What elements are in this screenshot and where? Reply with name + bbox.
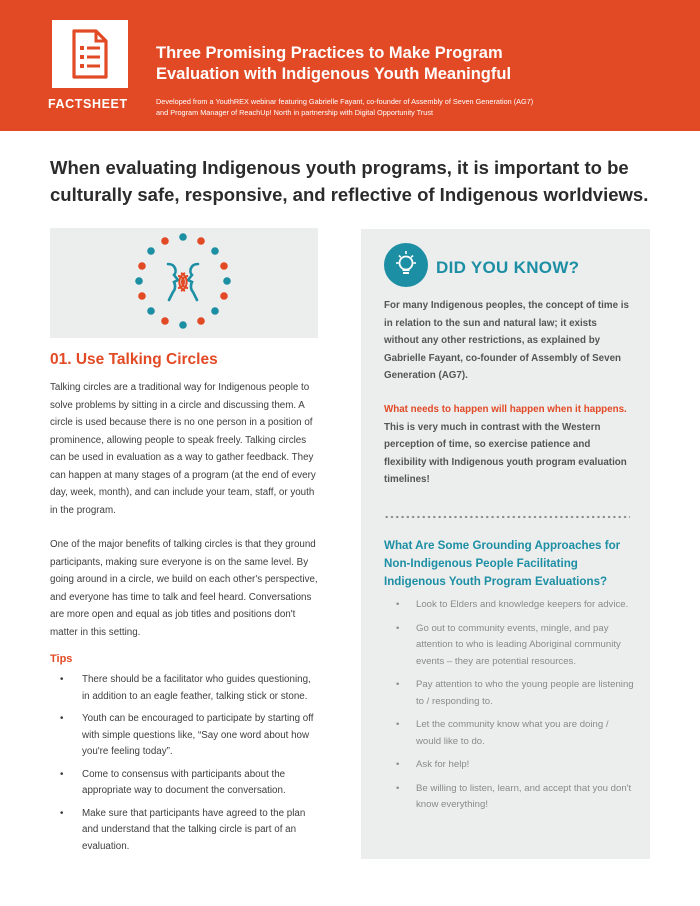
title-line-2: Evaluation with Indigenous Youth Meaningful xyxy=(156,65,512,83)
bullet-icon: • xyxy=(396,679,400,690)
talking-circle-icon xyxy=(50,228,318,338)
did-you-know-text-2-body: This is very much in contrast with the Western perception of time, so exercise patience and flexibility with Indigenous youth program evaluation timelines! xyxy=(384,421,627,485)
list-item xyxy=(50,767,320,800)
list-item xyxy=(50,806,320,856)
list-item xyxy=(50,672,320,705)
list-item xyxy=(384,677,634,710)
bullet-icon: • xyxy=(396,622,400,634)
tip-text: Come to consensus with participants about the appropriate way to document the conversation. xyxy=(82,768,286,796)
bullet-icon: • xyxy=(60,807,64,819)
lightbulb-icon xyxy=(384,243,428,287)
tips-heading: Tips xyxy=(50,653,73,665)
list-item xyxy=(384,597,634,614)
subtitle-line-1: Developed from a YouthREX webinar featuring Gabrielle Fayant, co-founder of Assembly of Seven Generation (AG7) xyxy=(156,97,534,106)
page-subtitle xyxy=(156,96,676,118)
bullet-icon: • xyxy=(396,759,400,770)
bullet-icon: • xyxy=(60,674,64,685)
list-item xyxy=(384,621,634,671)
lead-line-1: When evaluating Indigenous youth programs, it is important to be xyxy=(50,157,629,178)
bullet-icon: • xyxy=(60,713,64,724)
document-checklist-icon xyxy=(72,29,108,79)
tips-list xyxy=(50,672,320,861)
lead-statement xyxy=(50,154,660,208)
grounding-item-text: Be willing to listen, learn, and accept that you don't know everything! xyxy=(416,782,632,810)
list-item xyxy=(384,757,634,774)
bullet-icon: • xyxy=(396,782,400,794)
did-you-know-text: For many Indigenous peoples, the concept of time is in relation to the sun and natural law; it exists without any other restrictions, as explained by Gabrielle Fayant, co-founder of Assembly of Seven Generation (AG7). xyxy=(384,300,629,381)
grounding-item-text: Go out to community events, mingle, and pay attention to who is leading Aboriginal community events – they are potential resources. xyxy=(416,622,621,667)
grounding-item-text: Look to Elders and knowledge keepers for advice. xyxy=(416,599,629,610)
subtitle-line-2: and Program Manager of ReachUp! North in partnership with Digital Opportunity Trust xyxy=(156,108,434,117)
bullet-icon: • xyxy=(396,719,400,730)
factsheet-header xyxy=(0,0,700,131)
page-title xyxy=(156,43,676,85)
logo-box xyxy=(52,20,128,88)
grounding-approaches-list xyxy=(384,597,634,821)
lead-line-2: culturally safe, responsive, and reflective of Indigenous worldviews. xyxy=(50,184,649,205)
did-you-know-text-2 xyxy=(384,401,634,489)
did-you-know-title: DID YOU KNOW? xyxy=(436,258,580,277)
grounding-item-text: Ask for help! xyxy=(416,759,470,770)
grounding-approaches-title: What Are Some Grounding Approaches for Non-Indigenous People Facilitating Indigenous Youth Program Evaluations? xyxy=(384,539,621,588)
talking-circles-paragraph-2: One of the major benefits of talking circles is that they ground participants, making sure everyone is on the same level. By going around in a circle, we build on each other's perspective, and everyone has time to talk and feel heard. Conversations are more open and equal as job titles and positions don't matter in this setting. xyxy=(50,539,318,638)
tip-text: Youth can be encouraged to participate by starting off with simple questions like, “Say one word about how you're feeling today”. xyxy=(82,713,314,757)
grounding-item-text: Pay attention to who the young people are listening to / responding to. xyxy=(416,679,634,707)
tip-text: Make sure that participants have agreed to the plan and understand that the talking circle is part of an evaluation. xyxy=(82,807,306,852)
talking-circles-paragraph-1: Talking circles are a traditional way for Indigenous people to solve problems by sitting in a circle and discussing them. A circle is used because there is no one person in a position of prominence, allowing people to speak freely. Talking circles can be used in evaluation as a way to gather feedback. They can happen at many stages of a program (at the end of every day, week, month), and can include your team, staff, or youth in the program. xyxy=(50,382,316,516)
bullet-icon: • xyxy=(60,768,64,780)
tip-text: There should be a facilitator who guides questioning, in addition to an eagle feather, talking stick or stone. xyxy=(82,674,311,702)
list-item xyxy=(384,717,634,750)
factsheet-badge: FACTSHEET xyxy=(48,97,128,111)
title-line-1: Three Promising Practices to Make Program xyxy=(156,44,503,62)
bullet-icon: • xyxy=(396,599,400,610)
list-item xyxy=(384,781,634,814)
did-you-know-highlight: What needs to happen will happen when it happens. xyxy=(384,404,627,415)
talking-circle-illustration-panel xyxy=(50,228,318,338)
section-title-talking-circles: 01. Use Talking Circles xyxy=(50,351,218,368)
dotted-divider xyxy=(384,515,630,519)
list-item xyxy=(50,711,320,761)
grounding-item-text: Let the community know what you are doing / would like to do. xyxy=(416,719,609,747)
lightbulb-icon-badge xyxy=(384,243,428,287)
